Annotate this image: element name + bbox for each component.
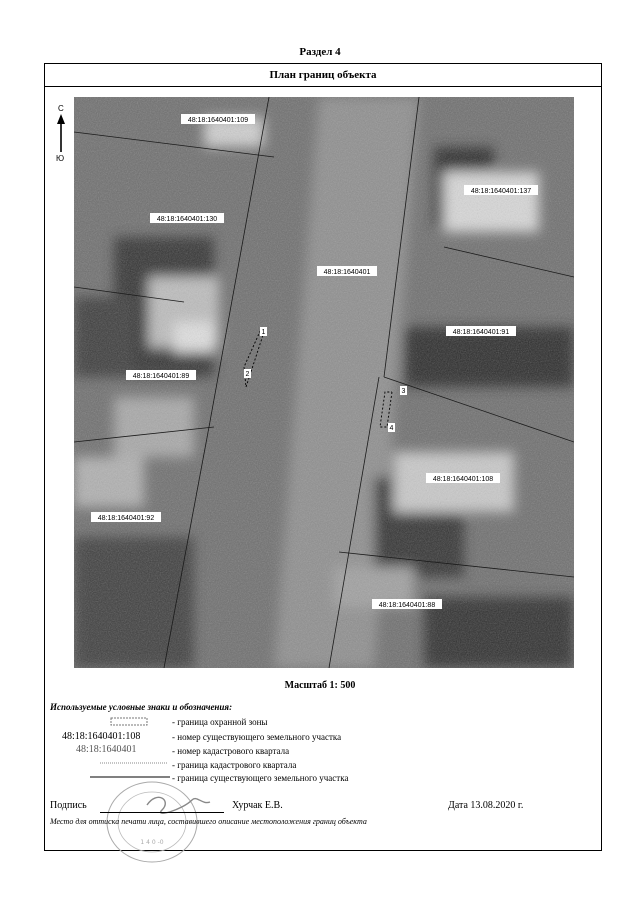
satellite-map: [74, 97, 574, 668]
plan-title: План границ объекта: [45, 64, 601, 87]
svg-text:3: 3: [401, 388, 406, 395]
map-noise: [74, 97, 574, 668]
point-label-3: [400, 386, 407, 395]
svg-text:48:18:1640401:91: 48:18:1640401:91: [452, 329, 510, 336]
map-scale: Масштаб 1: 500: [284, 680, 356, 691]
svg-text:1: 1: [261, 329, 266, 336]
signature-label: Подпись: [50, 800, 87, 811]
legend-item-parcel-boundary: - граница существующего земельного участка: [172, 773, 349, 783]
section-title: Раздел 4: [299, 46, 341, 58]
legend-item-protection-zone: - граница охранной зоны: [172, 717, 268, 727]
svg-text:48:18:1640401:88: 48:18:1640401:88: [378, 602, 436, 609]
south-label: Ю: [56, 154, 65, 163]
parcel-label-92: [91, 512, 161, 522]
legend-item-quarter-number: - номер кадастрового квартала: [172, 746, 290, 756]
north-label: С: [58, 104, 64, 113]
svg-text:48:18:1640401:89: 48:18:1640401:89: [132, 373, 190, 380]
svg-text:48:18:1640401:109: 48:18:1640401:109: [187, 117, 249, 124]
point-label-4: [388, 423, 395, 432]
signer-name: Хурчак Е.В.: [232, 800, 283, 811]
parcel-label-89: [126, 370, 196, 380]
parcel-label-108: [426, 473, 500, 483]
svg-text:48:18:1640401:108: 48:18:1640401:108: [432, 476, 494, 483]
legend-quarter-number-sample: 48:18:1640401: [76, 744, 137, 755]
parcel-label-109: [181, 114, 255, 124]
legend-parcel-number-sample: 48:18:1640401:108: [62, 731, 141, 742]
stamp-place-note: Место для оттиска печати лица, составившего описание местоположения границ объекта: [50, 817, 367, 826]
legend-title: Используемые условные знаки и обозначения:: [50, 702, 233, 712]
svg-text:48:18:1640401:92: 48:18:1640401:92: [97, 515, 155, 522]
signature-date: Дата 13.08.2020 г.: [448, 800, 524, 811]
parcel-label-91: [446, 326, 516, 336]
parcel-label-130: [150, 213, 224, 223]
protection-zone-symbol: [110, 717, 150, 727]
svg-text:1 4 0 -0: 1 4 0 -0: [140, 839, 164, 846]
legend-item-parcel-number: - номер существующего земельного участка: [172, 732, 342, 742]
svg-text:2: 2: [245, 371, 250, 378]
svg-text:48:18:1640401: 48:18:1640401: [323, 269, 371, 276]
north-arrow: [54, 104, 74, 168]
point-label-2: [244, 369, 251, 378]
parcel-label-137: [464, 185, 538, 195]
svg-text:4: 4: [389, 425, 394, 432]
parcel-label-quarter: [317, 266, 377, 276]
signature-line: [100, 812, 224, 813]
quarter-boundary-symbol: [100, 760, 170, 766]
point-label-1: [260, 327, 267, 336]
legend-item-quarter-boundary: - граница кадастрового квартала: [172, 760, 297, 770]
svg-text:48:18:1640401:137: 48:18:1640401:137: [470, 188, 532, 195]
parcel-label-88: [372, 599, 442, 609]
svg-text:48:18:1640401:130: 48:18:1640401:130: [156, 216, 218, 223]
